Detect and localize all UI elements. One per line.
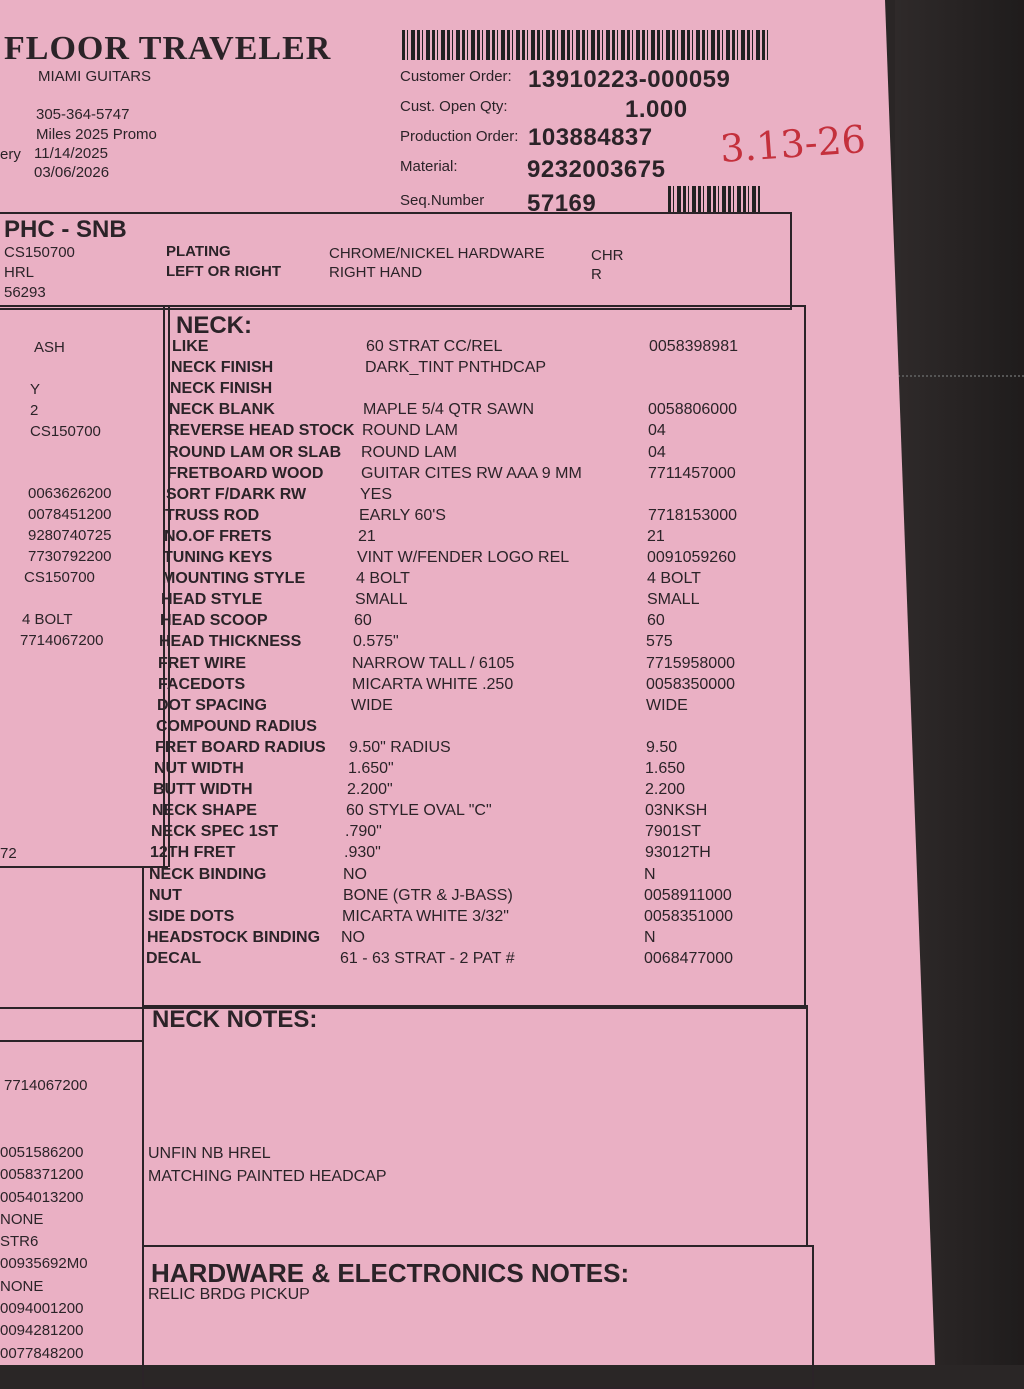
left-column-item: 4 BOLT xyxy=(22,610,73,628)
neck-spec-label: ROUND LAM OR SLAB xyxy=(167,443,342,461)
neck-spec-label: TRUSS ROD xyxy=(165,506,260,524)
hw-note-1: RELIC BRDG PICKUP xyxy=(148,1286,310,1303)
neck-spec-value: 0.575" xyxy=(353,633,399,651)
order-date: 11/14/2025 xyxy=(34,145,108,162)
neck-spec-value: ROUND LAM xyxy=(362,422,459,440)
neck-spec-code: 0058911000 xyxy=(644,886,732,904)
neck-spec-label: 12TH FRET xyxy=(150,844,236,862)
neck-spec-code: N xyxy=(644,928,656,946)
model-left-3: 56293 xyxy=(4,284,46,301)
neck-heading: NECK: xyxy=(176,312,252,339)
neck-spec-label: MOUNTING STYLE xyxy=(162,570,306,588)
neck-spec-value: 60 STYLE OVAL "C" xyxy=(346,802,492,820)
hand-value: RIGHT HAND xyxy=(329,264,423,281)
neck-notes-heading: NECK NOTES: xyxy=(152,1006,318,1033)
neck-spec-label: HEAD SCOOP xyxy=(160,612,268,630)
left-column-item: CS150700 xyxy=(24,568,95,586)
model-left-2: HRL xyxy=(4,264,35,281)
order-field-label: Seq.Number xyxy=(400,192,485,209)
neck-spec-label: BUTT WIDTH xyxy=(153,781,253,799)
left-column-item: 0078451200 xyxy=(28,506,112,524)
neck-spec-code: 9.50 xyxy=(646,738,678,756)
neck-spec-value: VINT W/FENDER LOGO REL xyxy=(357,549,570,566)
stitching xyxy=(895,335,1024,377)
neck-spec-code: 0058351000 xyxy=(644,907,733,925)
neck-spec-label: NECK FINISH xyxy=(171,359,274,377)
neck-note-1: UNFIN NB HREL xyxy=(148,1145,271,1162)
neck-spec-value: NARROW TALL / 6105 xyxy=(352,654,515,672)
neck-spec-code: 04 xyxy=(648,422,666,440)
left-column-item: 0063626200 xyxy=(28,485,112,503)
neck-spec-value: 4 BOLT xyxy=(356,570,410,588)
neck-spec-code: 4 BOLT xyxy=(647,570,701,588)
neck-spec-code: 0068477000 xyxy=(644,949,733,967)
neck-spec-code: 04 xyxy=(648,443,666,461)
neck-spec-value: SMALL xyxy=(355,591,408,609)
order-field-value: 13910223-000059 xyxy=(528,66,731,93)
neck-spec-value: EARLY 60'S xyxy=(359,506,446,524)
order-field-value: 103884837 xyxy=(528,124,653,151)
hw-notes-heading: HARDWARE & ELECTRONICS NOTES: xyxy=(151,1258,630,1288)
neck-spec-value: ROUND LAM xyxy=(361,443,458,461)
barcode-top xyxy=(402,30,768,60)
neck-spec-label: NUT xyxy=(149,886,182,904)
neck-spec-value: MICARTA WHITE .250 xyxy=(352,675,514,693)
neck-spec-label: NECK SHAPE xyxy=(152,802,257,820)
neck-spec-value: DARK_TINT PNTHDCAP xyxy=(365,359,547,377)
neck-spec-value: 61 - 63 STRAT - 2 PAT # xyxy=(340,949,515,967)
company-name: MIAMI GUITARS xyxy=(38,68,152,85)
left-column-item: NONE xyxy=(0,1210,44,1228)
order-field-label: Production Order: xyxy=(400,128,519,145)
neck-spec-label: HEAD STYLE xyxy=(161,591,263,609)
neck-spec-value: WIDE xyxy=(351,696,393,714)
neck-spec-label: COMPOUND RADIUS xyxy=(156,717,317,735)
neck-spec-value: 21 xyxy=(358,527,376,545)
neck-spec-value: .790" xyxy=(345,823,382,841)
neck-spec-label: FRET WIRE xyxy=(158,654,246,672)
neck-spec-value: GUITAR CITES RW AAA 9 MM xyxy=(361,464,582,482)
order-field-label: Cust. Open Qty: xyxy=(400,98,508,115)
model-left-1: CS150700 xyxy=(4,244,75,261)
order-field-value: 9232003675 xyxy=(527,156,666,183)
neck-spec-code: 60 xyxy=(647,612,665,630)
neck-spec-value: 60 xyxy=(354,612,372,630)
left-column-item: 0058371200 xyxy=(0,1166,84,1184)
left-column-item: CS150700 xyxy=(30,422,101,440)
hand-label: LEFT OR RIGHT xyxy=(166,263,281,280)
neck-spec-code: 575 xyxy=(646,633,673,651)
plating-code: CHR xyxy=(591,247,624,264)
neck-spec-label: FRET BOARD RADIUS xyxy=(155,738,326,756)
neck-spec-code: 2.200 xyxy=(645,781,686,799)
neck-spec-label: HEADSTOCK BINDING xyxy=(147,928,321,946)
neck-spec-label: SORT F/DARK RW xyxy=(166,485,307,503)
left-column-item: 9280740725 xyxy=(28,527,112,545)
left-column-item: Y xyxy=(30,380,41,398)
neck-notes-box xyxy=(142,1005,808,1247)
handwritten-date: 3.13-26 xyxy=(718,116,868,172)
neck-spec-code: 7901ST xyxy=(645,823,702,841)
order-field-label: Customer Order: xyxy=(400,68,512,85)
left-column-item: 7714067200 xyxy=(20,631,104,649)
neck-spec-code: 0091059260 xyxy=(647,549,736,566)
neck-spec-label: DECAL xyxy=(146,949,202,967)
neck-spec-code: N xyxy=(644,865,656,883)
phone-number: 305-364-5747 xyxy=(36,106,130,123)
order-field-label: Material: xyxy=(400,158,458,175)
neck-spec-label: NECK FINISH xyxy=(170,380,273,398)
neck-spec-code: 0058350000 xyxy=(646,675,735,693)
page-title: FLOOR TRAVELER xyxy=(4,30,332,67)
neck-spec-value: 2.200" xyxy=(347,781,393,799)
left-column-item: 2 xyxy=(30,401,39,419)
neck-spec-value: MAPLE 5/4 QTR SAWN xyxy=(363,401,534,419)
neck-spec-label: LIKE xyxy=(172,338,209,355)
neck-spec-value: NO xyxy=(341,928,365,946)
left-column-item: 0077848200 xyxy=(0,1344,84,1362)
neck-spec-code: 0058806000 xyxy=(648,401,737,419)
barcode-small xyxy=(668,186,760,212)
neck-note-2: MATCHING PAINTED HEADCAP xyxy=(148,1168,387,1185)
due-date: 03/06/2026 xyxy=(34,164,110,181)
neck-spec-code: 1.650 xyxy=(645,760,686,777)
neck-divider-lower xyxy=(142,866,144,1006)
neck-spec-code: 93012TH xyxy=(645,844,711,862)
hand-code: R xyxy=(591,266,602,283)
neck-spec-value: 60 STRAT CC/REL xyxy=(366,338,503,355)
neck-spec-label: TUNING KEYS xyxy=(163,549,273,566)
neck-spec-label: FACEDOTS xyxy=(158,675,246,693)
left-column-item: STR6 xyxy=(0,1233,39,1251)
neck-spec-code: 0058398981 xyxy=(649,338,738,355)
neck-spec-code: SMALL xyxy=(647,591,700,609)
left-column-item: 0054013200 xyxy=(0,1188,84,1206)
neck-spec-label: HEAD THICKNESS xyxy=(159,633,302,651)
order-field-value: 57169 xyxy=(527,190,597,217)
neck-spec-label: DOT SPACING xyxy=(157,696,267,714)
neck-spec-code: 7715958000 xyxy=(646,654,735,672)
neck-spec-label: NO.OF FRETS xyxy=(164,527,272,545)
neck-spec-code: WIDE xyxy=(646,696,688,714)
neck-spec-label: NECK SPEC 1ST xyxy=(151,823,279,841)
neck-spec-label: NECK BINDING xyxy=(149,865,267,883)
neck-spec-value: BONE (GTR & J-BASS) xyxy=(343,886,513,904)
left-column-item: 0094281200 xyxy=(0,1322,84,1340)
plating-label: PLATING xyxy=(166,243,231,260)
model-title: PHC - SNB xyxy=(4,216,127,243)
left-column-item: 0051586200 xyxy=(0,1143,84,1161)
left-column-item: ASH xyxy=(34,339,65,356)
neck-spec-code: 7711457000 xyxy=(648,464,736,482)
neck-spec-label: REVERSE HEAD STOCK xyxy=(168,422,355,440)
left-fragment: 72 xyxy=(0,845,17,862)
neck-spec-code: 7718153000 xyxy=(648,506,737,524)
order-field-value: 1.000 xyxy=(625,96,688,123)
left-column-item: 0094001200 xyxy=(0,1300,84,1317)
neck-spec-label: NECK BLANK xyxy=(169,401,275,419)
left-column-item: 00935692M0 xyxy=(0,1255,88,1273)
label-fragment: ery xyxy=(0,146,21,163)
neck-spec-label: SIDE DOTS xyxy=(148,907,235,925)
left-column-item: 7714067200 xyxy=(4,1077,88,1094)
plating-value: CHROME/NICKEL HARDWARE xyxy=(329,245,545,262)
neck-spec-code: 21 xyxy=(647,527,665,545)
neck-spec-code: 03NKSH xyxy=(645,802,708,820)
promo-name: Miles 2025 Promo xyxy=(36,126,157,143)
neck-spec-value: .930" xyxy=(344,844,381,862)
left-column-item: NONE xyxy=(0,1277,44,1295)
neck-spec-value: 1.650" xyxy=(348,760,394,777)
neck-spec-value: 9.50" RADIUS xyxy=(349,738,451,756)
left-lower-line xyxy=(0,1040,142,1042)
neck-spec-value: NO xyxy=(343,865,367,883)
neck-spec-value: MICARTA WHITE 3/32" xyxy=(342,907,509,925)
neck-spec-label: NUT WIDTH xyxy=(154,760,244,777)
neck-spec-value: YES xyxy=(360,485,393,503)
neck-spec-label: FRETBOARD WOOD xyxy=(167,464,324,482)
left-column-item: 7730792200 xyxy=(28,548,112,565)
